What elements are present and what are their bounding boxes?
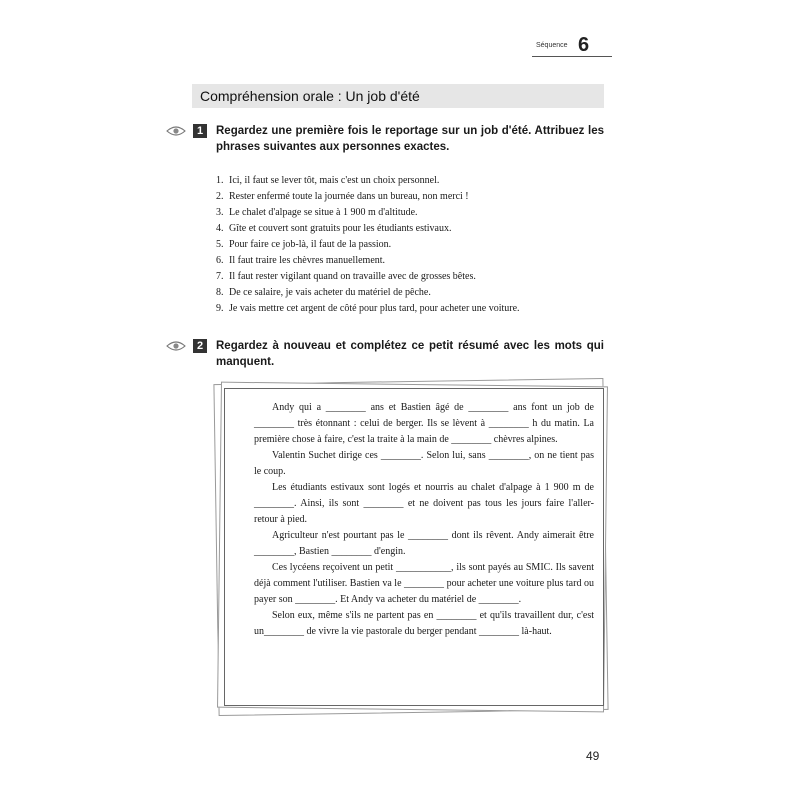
list-item — [216, 173, 596, 189]
summary-paragraph: Andy qui a ________ ans et Bastien âgé de ________ ans font un job de ________ très étonnant : celui de berger. Ils se lèvent à ________ h du matin. La première chose à faire, c'est la traite à la main de ________ chèvres alpines. — [254, 402, 594, 445]
sequence-underline — [532, 56, 612, 57]
list-item — [216, 301, 596, 317]
phrase-number: 5. — [216, 239, 224, 250]
sequence-number: 6 — [578, 34, 590, 56]
exercise-2-instruction: Regardez à nouveau et complétez ce petit résumé avec les mots qui manquent. — [216, 340, 604, 368]
list-item — [216, 237, 596, 253]
phrase-text: Il faut traire les chèvres manuellement. — [229, 255, 386, 266]
phrase-text: Rester enfermé toute la journée dans un bureau, non merci ! — [229, 191, 469, 202]
exercise-2-number: 2 — [193, 339, 207, 353]
phrase-text: Il faut rester vigilant quand on travaille avec de grosses bêtes. — [229, 271, 476, 282]
page-number: 49 — [586, 749, 600, 763]
phrase-number: 7. — [216, 271, 224, 282]
phrase-number: 3. — [216, 207, 224, 218]
phrase-number: 6. — [216, 255, 224, 266]
phrase-text: Le chalet d'alpage se situe à 1 900 m d'altitude. — [229, 207, 418, 218]
summary-paragraph: Valentin Suchet dirige ces ________. Selon lui, sans ________, on ne tient pas le coup. — [254, 450, 594, 477]
phrase-number: 2. — [216, 191, 224, 202]
phrase-number: 9. — [216, 303, 224, 314]
exercise-1-instruction: Regardez une première fois le reportage sur un job d'été. Attribuez les phrases suivantes aux personnes exactes. — [216, 125, 604, 153]
summary-paragraph: Selon eux, même s'ils ne partent pas en ________ et qu'ils travaillent dur, c'est un________ de vivre la vie pastorale du berger pendant ________ là-haut. — [254, 610, 594, 637]
exercise-1-number: 1 — [193, 124, 207, 138]
phrase-number: 4. — [216, 223, 224, 234]
phrase-text: Pour faire ce job-là, il faut de la passion. — [229, 239, 392, 250]
phrase-number: 1. — [216, 175, 224, 186]
eye-icon — [166, 340, 186, 352]
eye-icon — [166, 125, 186, 137]
sequence-header — [532, 36, 612, 60]
list-item — [216, 205, 596, 221]
list-item — [216, 221, 596, 237]
sequence-label: Séquence — [536, 42, 568, 49]
phrase-text: Ici, il faut se lever tôt, mais c'est un choix personnel. — [229, 175, 440, 186]
summary-paragraph: Ces lycéens reçoivent un petit ___________, ils sont payés au SMIC. Ils savent déjà comment l'utiliser. Bastien va le ________ pour acheter une voiture plus tard ou payer son ________. Et Andy va acheter du matériel de ________. — [254, 562, 594, 605]
summary-paragraph: Les étudiants estivaux sont logés et nourris au chalet d'alpage à 1 900 m de ________. Ainsi, ils sont ________ et ne doivent pas tous les jours faire l'aller-retour à pied. — [254, 482, 594, 525]
phrase-text: De ce salaire, je vais acheter du matériel de pêche. — [229, 287, 431, 298]
section-title-bar — [192, 84, 604, 108]
list-item — [216, 269, 596, 285]
phrase-list — [216, 173, 596, 317]
fill-in-summary — [254, 400, 594, 640]
phrase-text: Gîte et couvert sont gratuits pour les étudiants estivaux. — [229, 223, 452, 234]
phrase-number: 8. — [216, 287, 224, 298]
list-item — [216, 285, 596, 301]
phrase-text: Je vais mettre cet argent de côté pour plus tard, pour acheter une voiture. — [229, 303, 520, 314]
summary-paragraph: Agriculteur n'est pourtant pas le ________ dont ils rêvent. Andy aimerait être ________, Bastien ________ d'engin. — [254, 530, 594, 557]
list-item — [216, 253, 596, 269]
section-title: Compréhension orale : Un job d'été — [200, 88, 420, 104]
list-item — [216, 189, 596, 205]
